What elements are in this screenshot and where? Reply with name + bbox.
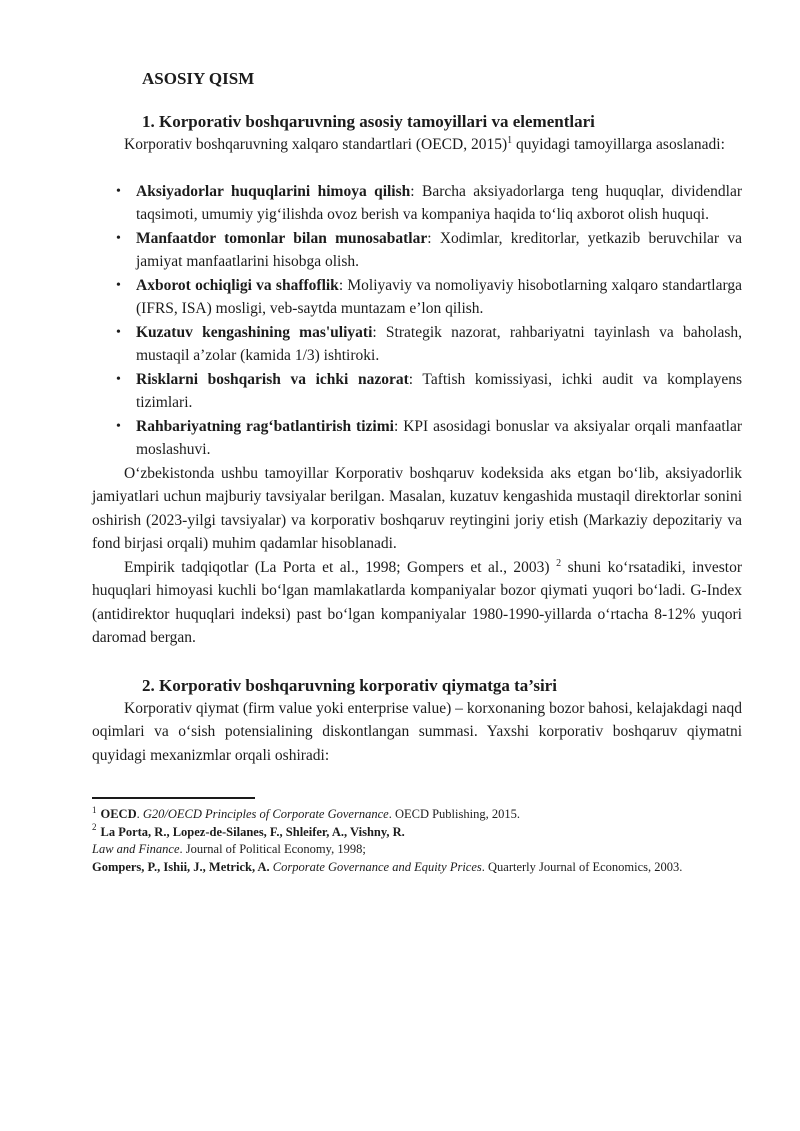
- bullet-item-incentive-system: [116, 415, 742, 462]
- bullet-item-stakeholder-relations: [116, 227, 742, 274]
- bullet-marker-icon: •: [116, 277, 121, 293]
- footnote-gompers-tail: . Quarterly Journal of Economics, 2003.: [481, 859, 683, 874]
- uzbekistan-paragraph: O‘zbekistonda ushbu tamoyillar Korporativ boshqaruv kodeksida aks etgan bo‘lib, aksiyadorlik jamiyatlari uchun majburiy tavsiyalar berilgan. Masalan, kuzatuv kengashida mustaqil direktorlar sonini oshirish (2023-yilgi tavsiyalar) va korporativ boshqaruv reytingini joriy etish (Markaziy depozitariy va fond birjasi orqali) muhim qadamlar hisoblanadi.: [92, 464, 742, 552]
- footnote-separator-rule: [92, 797, 255, 799]
- footnote-1-tail: . OECD Publishing, 2015.: [388, 807, 520, 821]
- intro-paragraph: [92, 133, 742, 157]
- bullet-marker-icon: •: [116, 230, 121, 246]
- footnote-2-authors: La Porta, R., Lopez-de-Silanes, F., Shleifer, A., Vishny, R.: [100, 824, 405, 839]
- bullet-marker-icon: •: [116, 324, 121, 340]
- bullet-term: Rahbariyatning rag‘batlantirish tizimi: [136, 417, 394, 435]
- principles-bullet-list: [92, 180, 742, 462]
- footnote-2: [92, 824, 742, 842]
- bullet-marker-icon: •: [116, 183, 121, 199]
- bullet-term: Aksiyadorlar huquqlarini himoya qilish: [136, 182, 411, 200]
- empirical-text-after-ref: shuni ko‘rsatadiki, investor huquqlari himoyasi kuchli bo‘lgan mamlakatlarda kompaniyalar bozor qiymati yuqori bo‘ladi. G-Index (antidirektor huquqlari indeksi) past bo‘lgan kompaniyalar 1980-1990-yillarda o‘rtacha 8-12% yuqori daromad bergan.: [92, 558, 742, 646]
- footnote-ref-1: 1: [507, 134, 513, 146]
- bullet-description: : Barcha aksiyadorlarga teng huquqlar, dividendlar taqsimoti, umumiy yig‘ilishda ovoz berish va kompaniya haqida to‘liq axborot olish huquqi.: [136, 182, 742, 223]
- bullet-description: : Xodimlar, kreditorlar, yetkazib beruvchilar va jamiyat manfaatlarini hisobga olish.: [136, 229, 742, 270]
- bullet-item-transparency: [116, 274, 742, 321]
- footnote-1-title: G20/OECD Principles of Corporate Governance: [142, 807, 389, 821]
- firm-value-paragraph: Korporativ qiymat (firm value yoki enterprise value) – korxonaning bozor bahosi, kelajakdagi naqd oqimlari va o‘sish potensialining diskontlangan summasi. Yaxshi korporativ boshqaruv qiymatni quyidagi mexanizmlar orqali oshiradi:: [92, 699, 742, 764]
- bullet-term: Axborot ochiqligi va shaffoflik: [136, 276, 339, 294]
- footnote-2-tail: . Journal of Political Economy, 1998;: [179, 842, 366, 856]
- bullet-item-risk-management: [116, 368, 742, 415]
- bullet-item-shareholder-rights: [116, 180, 742, 227]
- footnotes-section: [92, 797, 742, 876]
- section-1-heading: 1. Korporativ boshqaruvning asosiy tamoyillari va elementlari: [142, 112, 595, 131]
- section-2-heading: 2. Korporativ boshqaruvning korporativ qiymatga ta’siri: [142, 675, 557, 695]
- intro-text-after-ref: quyidagi tamoyillarga asoslanadi:: [512, 136, 725, 153]
- footnote-2-marker: 2: [92, 822, 97, 833]
- footnote-ref-2: 2: [556, 557, 562, 569]
- footnote-2-continuation: [92, 841, 742, 859]
- bullet-marker-icon: •: [116, 418, 121, 434]
- bullet-item-board-responsibility: [116, 321, 742, 368]
- footnote-1-separator: .: [136, 807, 143, 821]
- footnote-2-second-reference: [92, 859, 742, 877]
- bullet-term: Kuzatuv kengashining mas'uliyati: [136, 323, 373, 341]
- main-title: ASOSIY QISM: [142, 69, 255, 88]
- empirical-paragraph: [92, 556, 742, 650]
- footnote-1-marker: 1: [92, 804, 97, 815]
- bullet-description: : Taftish komissiyasi, ichki audit va komplayens tizimlari.: [136, 370, 742, 411]
- bullet-term: Manfaatdor tomonlar bilan munosabatlar: [136, 229, 428, 247]
- footnote-2-title: Law and Finance: [92, 842, 180, 856]
- footnote-1-author: OECD: [100, 807, 137, 821]
- bullet-description: : KPI asosidagi bonuslar va aksiyalar orqali manfaatlar moslashuvi.: [136, 417, 742, 458]
- bullet-description: : Strategik nazorat, rahbariyatni tayinlash va baholash, mustaqil a’zolar (kamida 1/3) ishtiroki.: [136, 323, 742, 364]
- bullet-marker-icon: •: [116, 371, 121, 387]
- bullet-description: : Moliyaviy va nomoliyaviy hisobotlarning xalqaro standartlarga (IFRS, ISA) mosligi, veb-saytda muntazam e’lon qilish.: [136, 276, 742, 317]
- footnote-gompers-title: Corporate Governance and Equity Prices: [272, 859, 482, 874]
- bullet-term: Risklarni boshqarish va ichki nazorat: [136, 370, 409, 388]
- empirical-text: Empirik tadqiqotlar (La Porta et al., 1998; Gompers et al., 2003): [124, 558, 557, 576]
- intro-text: Korporativ boshqaruvning xalqaro standartlari (OECD, 2015): [124, 136, 508, 153]
- footnote-1: [92, 806, 742, 824]
- footnote-gompers-authors: Gompers, P., Ishii, J., Metrick, A.: [92, 859, 273, 874]
